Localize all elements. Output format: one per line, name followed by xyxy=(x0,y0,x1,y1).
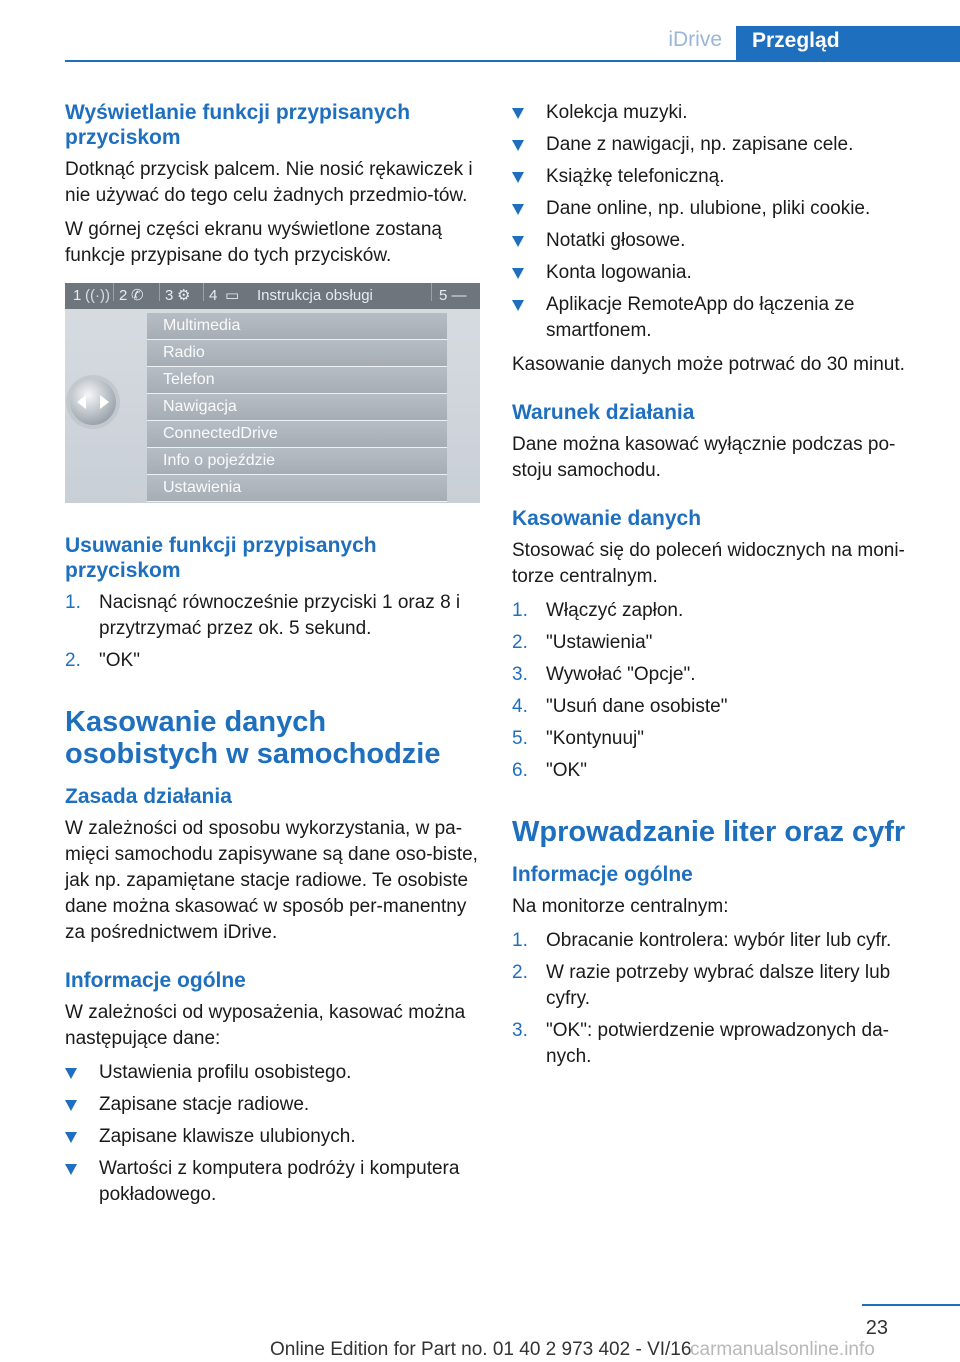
heading-display-functions: Wyświetlanie funkcji przypisanych przyciskom xyxy=(65,101,411,149)
step-text: Obracanie kontrolera: wybór liter lub cyfr. xyxy=(546,930,892,951)
input-steps-list xyxy=(512,928,930,1070)
edition-note: Online Edition for Part no. 01 40 2 973 402 - VI/16 xyxy=(270,1339,692,1360)
step-number: 5. xyxy=(512,728,528,749)
bullet-triangle-icon xyxy=(65,1132,77,1143)
list-item xyxy=(512,228,930,254)
list-item-text: Konta logowania. xyxy=(546,262,692,283)
list-item-text: Wartości z komputera podróży i komputera pokładowego. xyxy=(99,1158,460,1205)
key-2-label: 2 xyxy=(119,287,128,304)
paragraph-central-monitor: Na monitorze centralnym: xyxy=(512,896,729,917)
step-number: 1. xyxy=(512,600,528,621)
bullet-triangle-icon xyxy=(65,1068,77,1079)
paragraph-condition: Dane można kasować wyłącznie podczas po-stoju samochodu. xyxy=(512,434,896,481)
heading-delete-data: Kasowanie danych xyxy=(512,507,702,530)
delete-steps-list xyxy=(512,598,930,784)
idrive-screen-image xyxy=(65,283,480,503)
list-item xyxy=(512,928,930,954)
list-item xyxy=(512,960,930,1012)
bullet-triangle-icon xyxy=(65,1164,77,1175)
heading-remove-functions: Usuwanie funkcji przypisanych przyciskom xyxy=(65,534,377,582)
list-item xyxy=(512,292,930,344)
screen-title: Instrukcja obsługi xyxy=(257,287,373,304)
paragraph-deletion-time: Kasowanie danych może potrwać do 30 minut. xyxy=(512,354,905,375)
step-number: 6. xyxy=(512,760,528,781)
menu-item-connecteddrive: ConnectedDrive xyxy=(147,421,447,448)
paragraph-principle: W zależności od sposobu wykorzystania, w pa-mięci samochodu zapisywane są dane oso-biste, jak np. zapamiętane stacje radiowe. Te osobiste dane można skasować w sposób per-manentny za pośrednictwem iDrive. xyxy=(65,818,478,943)
menu-item-nawigacja: Nawigacja xyxy=(147,394,447,421)
step-text: "Usuń dane osobiste" xyxy=(546,696,728,717)
key-4-label: 4 xyxy=(209,287,218,304)
bullet-triangle-icon xyxy=(512,108,524,119)
left-column xyxy=(65,100,480,1216)
separator xyxy=(113,283,114,301)
paragraph-general-info: W zależności od wyposażenia, kasować można następujące dane: xyxy=(65,1002,466,1049)
separator xyxy=(431,283,432,301)
deletable-data-list xyxy=(65,1060,480,1208)
list-item xyxy=(65,648,480,674)
bullet-triangle-icon xyxy=(512,172,524,183)
list-item-text: Notatki głosowe. xyxy=(546,230,686,251)
arrow-left-icon xyxy=(77,395,86,409)
bullet-triangle-icon xyxy=(512,204,524,215)
heading-general-info: Informacje ogólne xyxy=(65,969,246,992)
step-text: "Kontynuuj" xyxy=(546,728,644,749)
list-item xyxy=(512,694,930,720)
arrow-right-icon xyxy=(100,395,109,409)
list-item xyxy=(65,1124,480,1150)
list-item xyxy=(65,1156,480,1208)
controller-icon xyxy=(70,379,116,425)
right-column xyxy=(512,100,930,1078)
heading-delete-personal-data: Kasowanie danych osobistych w samochodzie xyxy=(65,706,441,770)
list-item-text: Dane z nawigacji, np. zapisane cele. xyxy=(546,134,854,155)
step-number: 2. xyxy=(65,650,81,671)
gear-icon: ⚙ xyxy=(177,287,191,304)
step-text: Nacisnąć równocześnie przyciski 1 oraz 8 i przytrzymać przez ok. 5 sekund. xyxy=(99,592,461,639)
list-item xyxy=(512,662,930,688)
menu-item-info: Info o pojeździe xyxy=(147,448,447,475)
list-item xyxy=(512,630,930,656)
heading-condition: Warunek działania xyxy=(512,401,695,424)
list-item-text: Zapisane stacje radiowe. xyxy=(99,1094,310,1115)
list-item xyxy=(512,758,930,784)
list-item xyxy=(65,590,480,642)
antenna-icon: ((·)) xyxy=(85,287,110,304)
heading-principle: Zasada działania xyxy=(65,785,232,808)
paragraph-touch: Dotknąć przycisk palcem. Nie nosić rękawiczek i nie używać do tego celu żadnych przedmio-tów. xyxy=(65,159,473,206)
paragraph-top-screen: W górnej części ekranu wyświetlone zostaną funkcje przypisane do tych przycisków. xyxy=(65,219,443,266)
remove-steps-list xyxy=(65,590,480,674)
list-item xyxy=(512,726,930,752)
step-text: "Ustawienia" xyxy=(546,632,653,653)
list-item-text: Książkę telefoniczną. xyxy=(546,166,725,187)
step-number: 3. xyxy=(512,664,528,685)
list-item-text: Aplikacje RemoteApp do łączenia ze smartfonem. xyxy=(546,294,855,341)
list-item xyxy=(512,260,930,286)
phone-icon: ✆ xyxy=(131,287,144,304)
list-item-text: Ustawienia profilu osobistego. xyxy=(99,1062,352,1083)
separator xyxy=(203,283,204,301)
list-item xyxy=(65,1092,480,1118)
heading-input-letters-digits: Wprowadzanie liter oraz cyfr xyxy=(512,816,906,848)
step-number: 3. xyxy=(512,1020,528,1041)
menu-item-radio: Radio xyxy=(147,340,447,367)
step-number: 1. xyxy=(512,930,528,951)
key-1-label: 1 xyxy=(73,287,82,304)
step-number: 1. xyxy=(65,592,81,613)
screen-top-bar xyxy=(65,283,480,309)
header-chapter-tab: Przegląd xyxy=(736,26,960,62)
list-item-text: Zapisane klawisze ulubionych. xyxy=(99,1126,356,1147)
step-text: W razie potrzeby wybrać dalsze litery lub cyfry. xyxy=(546,962,891,1009)
list-item xyxy=(512,132,930,158)
step-text: "OK" xyxy=(99,650,140,671)
list-item xyxy=(512,100,930,126)
bullet-triangle-icon xyxy=(512,268,524,279)
step-text: Włączyć zapłon. xyxy=(546,600,684,621)
bullet-triangle-icon xyxy=(512,236,524,247)
key-5-label: 5 — xyxy=(439,287,467,304)
screen-menu xyxy=(147,313,447,502)
step-text: "OK" xyxy=(546,760,587,781)
page-number: 23 xyxy=(865,1317,888,1339)
watermark: carmanualsonline.info xyxy=(690,1339,875,1360)
list-item xyxy=(512,1018,930,1070)
list-item xyxy=(512,164,930,190)
list-item xyxy=(512,598,930,624)
list-item-text: Dane online, np. ulubione, pliki cookie. xyxy=(546,198,871,219)
heading-general-info-2: Informacje ogólne xyxy=(512,863,693,886)
step-text: Wywołać "Opcje". xyxy=(546,664,696,685)
step-number: 2. xyxy=(512,632,528,653)
step-number: 2. xyxy=(512,962,528,983)
header-section: iDrive xyxy=(668,28,722,51)
list-item-text: Kolekcja muzyki. xyxy=(546,102,688,123)
menu-item-multimedia: Multimedia xyxy=(147,313,447,340)
car-icon: ▭ xyxy=(225,287,240,304)
bullet-triangle-icon xyxy=(512,140,524,151)
separator xyxy=(159,283,160,301)
key-3-label: 3 xyxy=(165,287,174,304)
bullet-triangle-icon xyxy=(65,1100,77,1111)
list-item xyxy=(65,1060,480,1086)
menu-item-ustawienia: Ustawienia xyxy=(147,475,447,502)
step-number: 4. xyxy=(512,696,528,717)
paragraph-delete-data: Stosować się do poleceń widocznych na moni-torze centralnym. xyxy=(512,540,905,587)
deletable-data-list-continued xyxy=(512,100,930,344)
list-item xyxy=(512,196,930,222)
step-text: "OK": potwierdzenie wprowadzonych da-nych. xyxy=(546,1020,889,1067)
footer-rule xyxy=(862,1304,960,1306)
menu-item-telefon: Telefon xyxy=(147,367,447,394)
bullet-triangle-icon xyxy=(512,300,524,311)
